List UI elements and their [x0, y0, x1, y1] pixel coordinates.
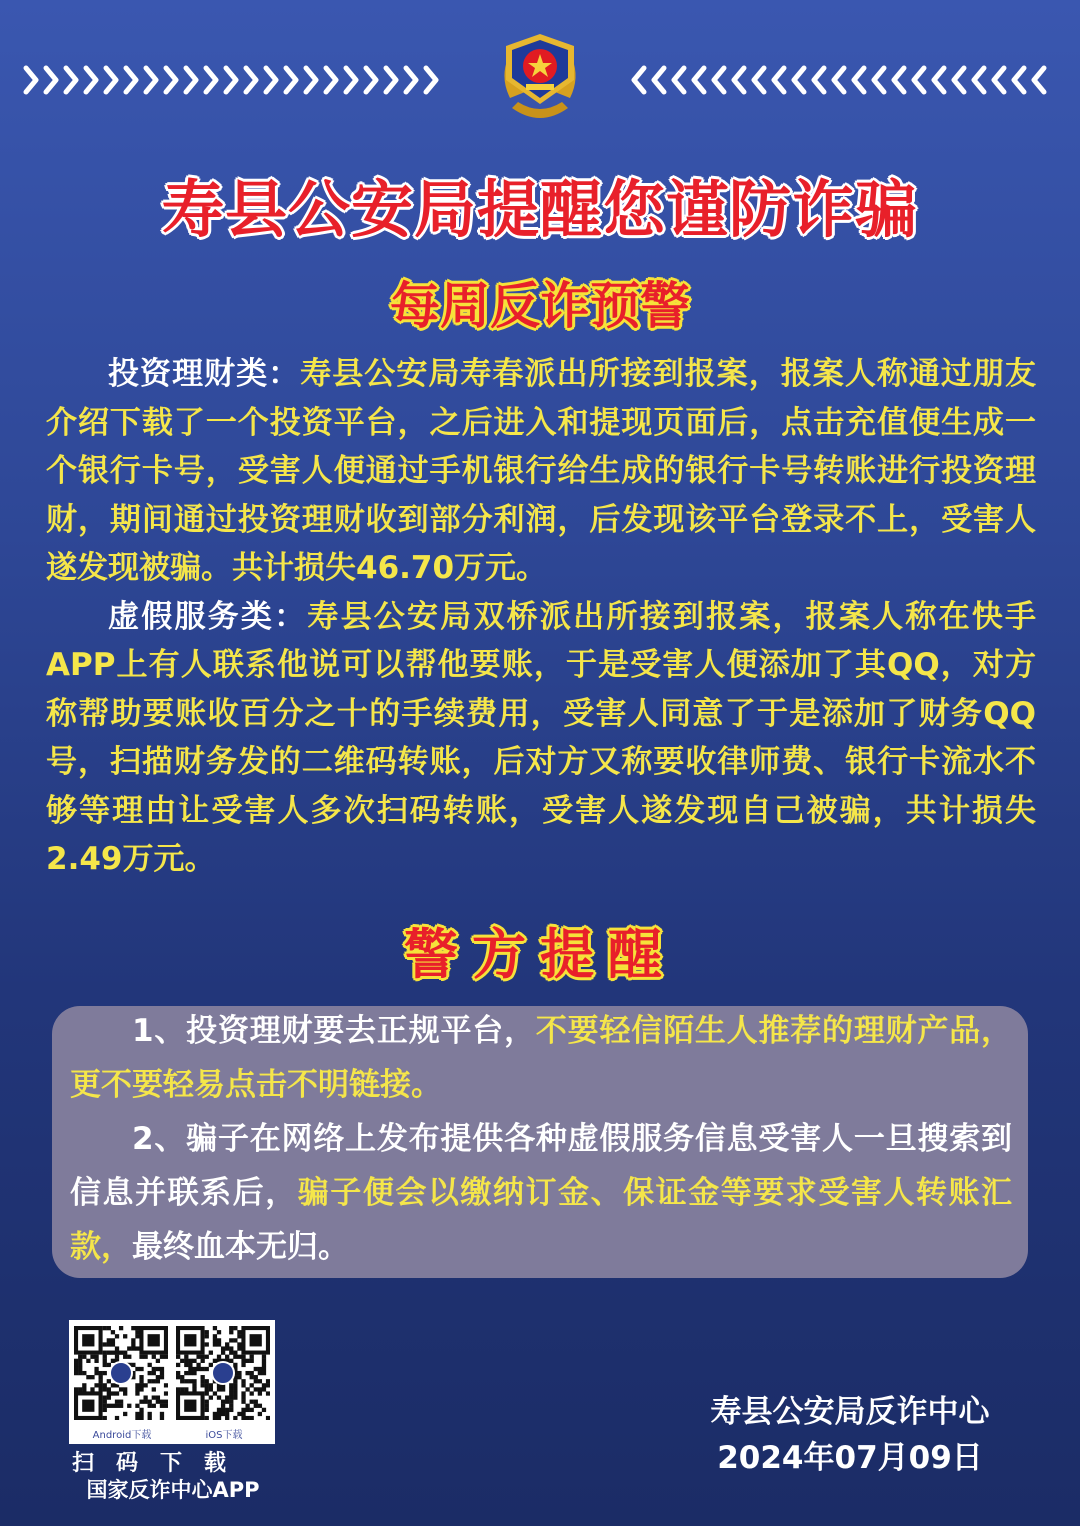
case-category-label: 虚假服务类： — [108, 598, 308, 635]
reminder-highlight: 不要轻信陌生人推荐的理财产品，更不要轻易点击不明链接。 — [70, 1013, 1012, 1103]
chevron-mark — [954, 68, 964, 92]
chevron-mark — [86, 68, 96, 92]
page-subtitle: 每周反诈预警 — [390, 277, 690, 335]
chevron-mark — [994, 68, 1004, 92]
chevron-decoration-right — [628, 60, 1058, 100]
qr-code-ios[interactable] — [176, 1326, 270, 1420]
qr-android-caption: Android下载 — [92, 1430, 152, 1441]
chevron-mark — [874, 68, 884, 92]
chevron-mark — [974, 68, 984, 92]
chevron-mark — [694, 68, 704, 92]
chevron-mark — [126, 68, 136, 92]
reminder-item — [70, 1112, 1012, 1274]
chevron-mark — [406, 68, 416, 92]
chevron-mark — [774, 68, 784, 92]
chevron-mark — [26, 68, 36, 92]
qr-code-android[interactable] — [74, 1326, 168, 1420]
chevron-mark — [734, 68, 744, 92]
page-title: 寿县公安局提醒您谨防诈骗 — [161, 173, 918, 246]
reminder-highlight: 骗子便会以缴纳订金、保证金等要求受害人转账汇款， — [70, 1175, 1012, 1265]
chevron-mark — [674, 68, 684, 92]
chevron-mark — [834, 68, 844, 92]
chevron-mark — [934, 68, 944, 92]
chevron-mark — [634, 68, 644, 92]
case-item-fake-service — [46, 593, 1036, 884]
qr-ios-caption: iOS下载 — [205, 1430, 243, 1441]
case-description: 寿县公安局双桥派出所接到报案，报案人称在快手APP上有人联系他说可以帮他要账，于是受害人便添加了其QQ，对方称帮助要账收百分之十的手续费用，受害人同意了于是添加了财务QQ号，扫描财务发的二维码转账，后对方又称要收律师费、银行卡流水不够等理由让受害人多次扫码转账，受害人遂发现自己被骗，共计损失2.49万元。 — [46, 598, 1037, 877]
chevron-mark — [306, 68, 316, 92]
case-item-investment — [46, 350, 1036, 593]
reminder-text: 1、投资理财要去正规平台， — [132, 1013, 536, 1049]
chevron-mark — [894, 68, 904, 92]
chevron-mark — [206, 68, 216, 92]
reminder-list — [70, 1004, 1012, 1274]
case-category-label: 投资理财类： — [108, 356, 301, 392]
case-description: 寿县公安局寿春派出所接到报案，报案人称通过朋友介绍下载了一个投资平台，之后进入和提现页面后，点击充值便生成一个银行卡号，受害人便通过手机银行给生成的银行卡号转账进行投资理财，期间通过投资理财收到部分利润，后发现该平台登录不上，受害人遂发现被骗。共计损失46.70万元。 — [46, 356, 1037, 586]
chevron-mark — [714, 68, 724, 92]
chevron-mark — [814, 68, 824, 92]
issue-date: 2024年07月09日 — [717, 1440, 983, 1476]
reminder-text: 2、骗子在网络上发布提供各种虚假服务信息受害人一旦搜索到信息并联系后， — [70, 1121, 1012, 1211]
issuing-organization: 寿县公安局反诈中心 — [710, 1394, 990, 1430]
chevron-mark — [66, 68, 76, 92]
chevron-mark — [386, 68, 396, 92]
reminder-text: 最终血本无归。 — [132, 1229, 349, 1265]
chevron-mark — [1034, 68, 1044, 92]
chevron-mark — [326, 68, 336, 92]
qr-code-panel — [69, 1320, 275, 1444]
police-emblem-icon — [490, 28, 590, 128]
chevron-mark — [226, 68, 236, 92]
chevron-mark — [654, 68, 664, 92]
chevron-mark — [794, 68, 804, 92]
chevron-mark — [346, 68, 356, 92]
chevron-mark — [426, 68, 436, 92]
chevron-mark — [854, 68, 864, 92]
chevron-mark — [1014, 68, 1024, 92]
chevron-mark — [246, 68, 256, 92]
chevron-mark — [186, 68, 196, 92]
chevron-mark — [106, 68, 116, 92]
app-name-label: 国家反诈中心APP — [86, 1478, 260, 1502]
case-list — [46, 350, 1036, 884]
reminder-item — [70, 1004, 1012, 1112]
chevron-decoration-left — [20, 60, 450, 100]
scan-download-label: 扫码下载 — [72, 1451, 249, 1476]
police-reminder-title: 警方提醒 — [404, 923, 676, 986]
chevron-mark — [286, 68, 296, 92]
chevron-mark — [366, 68, 376, 92]
chevron-mark — [754, 68, 764, 92]
chevron-mark — [166, 68, 176, 92]
chevron-mark — [266, 68, 276, 92]
chevron-mark — [914, 68, 924, 92]
chevron-mark — [46, 68, 56, 92]
chevron-mark — [146, 68, 156, 92]
